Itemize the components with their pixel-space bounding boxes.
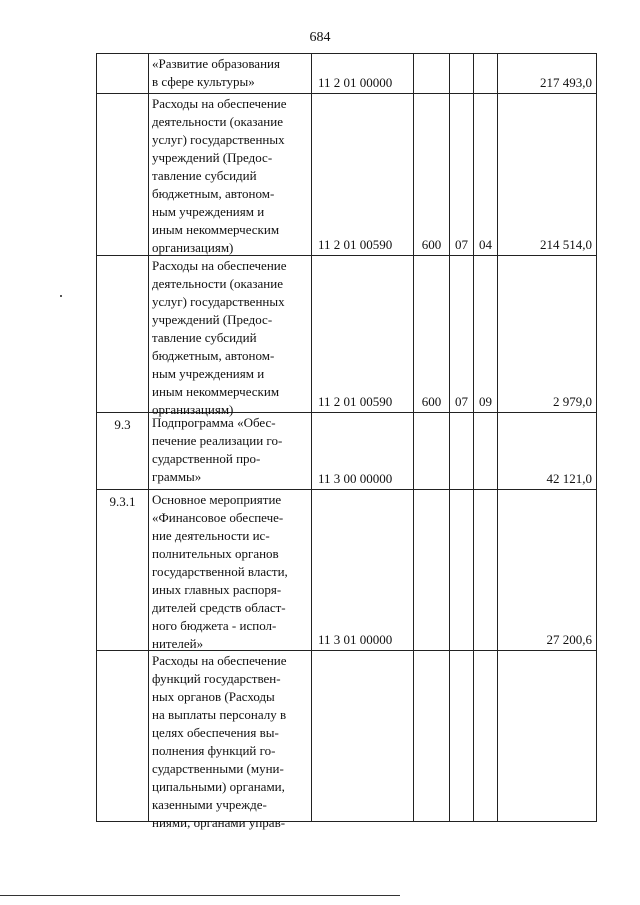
name-line: полнительных органов (152, 546, 279, 561)
row-code: 11 3 00 00000 (312, 413, 414, 489)
row-sum: 27 200,6 (498, 490, 597, 650)
name-line: иным некоммерческим (152, 384, 280, 399)
name-line: ного бюджета - испол- (152, 618, 277, 633)
table-row (97, 651, 597, 830)
row-expense-type (414, 413, 450, 489)
name-line: тавление субсидий (152, 168, 257, 183)
name-line: «Развитие образования (152, 56, 280, 71)
row-subsection (474, 413, 498, 489)
budget-table (96, 53, 597, 830)
row-number: 9.3 (97, 413, 149, 489)
name-line: иным некоммерческим (152, 222, 280, 237)
row-expense-type (414, 651, 450, 821)
row-expense-type (414, 54, 450, 93)
row-expense-type: 600 (414, 94, 450, 255)
name-line: ных органов (Расходы (152, 689, 275, 704)
row-name (149, 651, 312, 830)
row-number (97, 94, 149, 255)
name-line: учреждений (Предос- (152, 150, 273, 165)
name-line: ниями, органами управ- (152, 815, 286, 830)
row-sum: 214 514,0 (498, 94, 597, 255)
name-line: функций государствен- (152, 671, 281, 686)
name-line: ным учреждениям и (152, 366, 265, 381)
row-name (149, 256, 312, 417)
table-row (97, 413, 597, 490)
name-line: дителей средств област- (152, 600, 286, 615)
row-code (312, 651, 414, 821)
row-subsection: 04 (474, 94, 498, 255)
name-line: услуг) государственных (152, 132, 285, 147)
row-expense-type (414, 490, 450, 650)
row-code: 11 2 01 00590 (312, 256, 414, 412)
row-name (149, 490, 312, 650)
row-sum: 42 121,0 (498, 413, 597, 489)
name-line: сударственными (муни- (152, 761, 284, 776)
name-line: на выплаты персоналу в (152, 707, 287, 722)
table-row (97, 94, 597, 256)
name-line: услуг) государственных (152, 294, 285, 309)
row-expense-type: 600 (414, 256, 450, 412)
name-line: нителей» (152, 636, 204, 651)
name-line: деятельности (оказание (152, 276, 283, 291)
name-line: Основное мероприятие (152, 492, 282, 507)
row-section (450, 413, 474, 489)
row-sum: 217 493,0 (498, 54, 597, 93)
name-line: граммы» (152, 469, 202, 484)
table-row (97, 490, 597, 651)
row-section (450, 54, 474, 93)
row-name (149, 94, 312, 255)
name-line: Расходы на обеспечение (152, 258, 287, 273)
scan-speck (60, 295, 62, 297)
page-number: 684 (309, 30, 331, 45)
row-subsection (474, 54, 498, 93)
row-section (450, 651, 474, 821)
row-subsection (474, 651, 498, 821)
name-line: в сфере культуры» (152, 74, 255, 89)
row-subsection: 09 (474, 256, 498, 412)
name-line: Расходы на обеспечение (152, 96, 287, 111)
row-number (97, 651, 149, 821)
row-name (149, 413, 312, 489)
name-line: учреждений (Предос- (152, 312, 273, 327)
row-code: 11 3 01 00000 (312, 490, 414, 650)
name-line: организациям) (152, 240, 234, 255)
row-section (450, 490, 474, 650)
name-line: сударственной про- (152, 451, 261, 466)
table-row (97, 256, 597, 417)
name-line: «Финансовое обеспече- (152, 510, 284, 525)
name-line: полнения функций го- (152, 743, 276, 758)
name-line: ным учреждениям и (152, 204, 265, 219)
row-code: 11 2 01 00590 (312, 94, 414, 255)
row-code: 11 2 01 00000 (312, 54, 414, 93)
row-sum (498, 651, 597, 821)
name-line: тавление субсидий (152, 330, 257, 345)
name-line: ние деятельности ис- (152, 528, 270, 543)
row-number (97, 256, 149, 412)
row-subsection (474, 490, 498, 650)
name-line: бюджетным, автоном- (152, 348, 275, 363)
footer-rule (0, 895, 400, 896)
name-line: Расходы на обеспечение (152, 653, 287, 668)
name-line: иных главных распоря- (152, 582, 282, 597)
name-line: казенными учрежде- (152, 797, 267, 812)
name-line: печение реализации го- (152, 433, 283, 448)
name-line: Подпрограмма «Обес- (152, 415, 276, 430)
name-line: ципальными) органами, (152, 779, 285, 794)
row-sum: 2 979,0 (498, 256, 597, 412)
row-section: 07 (450, 256, 474, 412)
name-line: бюджетным, автоном- (152, 186, 275, 201)
name-line: целях обеспечения вы- (152, 725, 279, 740)
name-line: государственной власти, (152, 564, 288, 579)
row-number (97, 54, 149, 93)
name-line: организациям) (152, 402, 234, 417)
row-section: 07 (450, 94, 474, 255)
row-name (149, 54, 312, 93)
table-row (97, 54, 597, 94)
row-number: 9.3.1 (97, 490, 149, 650)
name-line: деятельности (оказание (152, 114, 283, 129)
